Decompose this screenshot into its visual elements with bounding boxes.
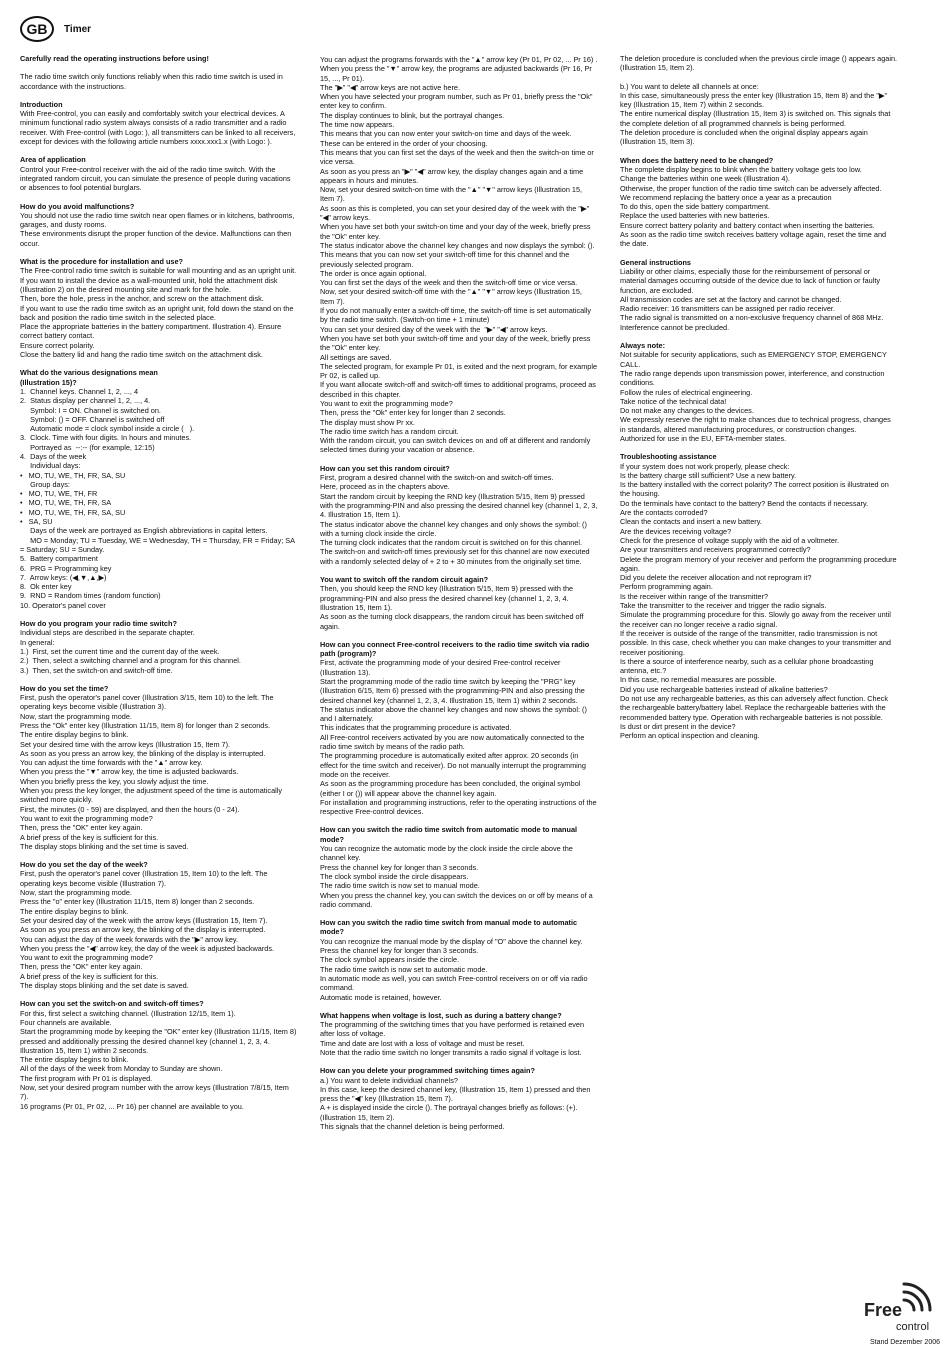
text-section: [20, 368, 298, 610]
section-body: Then, you should keep the RND key (Illustration 5/15, Item 9) pressed with the programming-PIN and also press the desired channel key (channel 1, 2, 3, 4. Illustration 15, Item 1). As soon as the turning clock disappears, the random circuit has been switched off again.: [320, 584, 584, 631]
section-body: Control your Free-control receiver with the aid of the radio time switch. With the integrated random circuit, you can simulate the presence of people during vacations or absences to fool potential burglars.: [20, 164, 293, 193]
section-heading: How can you switch the radio time switch from automatic mode to manual mode?: [320, 825, 580, 844]
section-heading: How do you set the time?: [20, 683, 109, 693]
text-section: [20, 54, 298, 63]
column-3: [620, 54, 898, 854]
section-body: You should not use the radio time switch near open flames or in kitchens, bathrooms, garages, and dusty rooms. These environments disrupt the proper function of the device. Malfunctions can then occur.: [20, 210, 295, 248]
section-heading: You want to switch off the random circuit again?: [320, 575, 489, 585]
text-section: [20, 619, 298, 675]
section-body: First, program a desired channel with the switch-on and switch-off times. Here, proceed as in the chapters above. Start the random circuit by keeping the RND key (Illustration 5/15, Item 9) pressed with the programming-PIN and also pressing the desired channel key (channel 1, 2, 3, 4. Illustration 15, Item 1). The status indicator above the channel key changes and only shows the symbol: () with a turning clock inside the circle. The turning clock indicates that the random circuit is switched on for this channel. The switch-on and switch-off times previously set for this channel are now executed with a randomly selected delay of + 2 to + 30 minutes from the originally set time.: [320, 473, 598, 566]
section-body: Liability or other claims, especially those for the reimbursement of personal or material damages occurring outside of the device due to lack of function or faulty function, are excluded. All transmission codes are set at the factory and cannot be changed. Radio receiver: 16 transmitters can be assigned per radio receiver. The radio signal is transmitted on a non-exclusive frequency channel of 868 MHz. Interference cannot be precluded.: [620, 266, 884, 332]
section-body: For this, first select a switching channel. (Illustration 12/15, Item 1). Four channels are available. Start the programming mode by keeping the "OK" enter key (Illustration 11/15, Item 8) pressed and additionally pressing the desired channel key (channel 1, 2, 3, 4. Illustration 15, Item 1) within 2 seconds. The entire display begins to blink. All of the days of the week from Monday to Sunday are shown. The first program with Pr 01 is displayed. Now, set your desired program number with the arrow keys (Illustration 7/8/15, Item 7). 16 programs (Pr 01, Pr 02, ... Pr 16) per channel are available to you.: [20, 1008, 297, 1111]
logo-word-free: Free: [864, 1300, 903, 1320]
text-section: [620, 54, 898, 73]
section-body: The programming of the switching times that you have performed is retained even after loss of voltage. Time and date are lost with a loss of voltage and must be reset. Note that the radio time switch no longer transmits a radio signal if voltage is lost.: [320, 1020, 585, 1057]
section-body: 1. Channel keys. Channel 1, 2, ..., 4 2. Status display per channel 1, 2, ..., 4. Symbol: I = ON. Channel is switched on. Symbol: () = OFF. Channel is switched off Automatic mode = clock symbol inside a circle ( ). 3. Clock. Time with four digits. In hours and minutes. Portrayed as --:-- (for example, 12:15) 4. Days of the week Individual days: • MO, TU, WE, TH, FR, SA, SU Group days: • MO, TU, WE, TH, FR • MO, TU, WE, TH, FR, SA • MO, TU, WE, TH, FR, SA, SU • SA, SU Days of the week are portrayed as English abbreviations in capital letters. MO = Monday; TU = Tuesday, WE = Wednesday, TH = Thursday, FR = Friday; SA = Saturday; SU = Sunday. 5. Battery compartment 6. PRG = Programming key 7. Arrow keys: (◀,▼,▲,▶) 8. Ok enter key 9. RND = Random times (random function) 10. Operator's panel cover: [20, 386, 295, 610]
section-heading: What happens when voltage is lost, such as during a battery change?: [320, 1010, 562, 1020]
text-section: [20, 202, 298, 248]
section-heading: Carefully read the operating instructions before using!: [20, 54, 209, 63]
column-1: [20, 54, 298, 1324]
section-heading: How can you set the switch-on and switch-off times?: [20, 999, 204, 1009]
text-section: [20, 72, 298, 91]
section-body: b.) You want to delete all channels at once: In this case, simultaneously press the enter key (Illustration 15, Item 8) and the "▶" key (Illustration 15, Item 7) within 2 seconds. The entire numerical display (Illustration 15, Item 3) is switched on. This signals that the complete deletion of all programmed channels is being performed. The deletion procedure is concluded when the original display appears again (Illustration 15, Item 3).: [620, 81, 891, 147]
section-heading: How do you set the day of the week?: [20, 860, 148, 870]
section-body: Not suitable for security applications, such as EMERGENCY STOP, EMERGENCY CALL. The radio range depends upon transmission power, interference, and construction conditions. Follow the rules of electrical engineering. Take notice of the technical data! Do not make any changes to the devices. We expressly reserve the right to make chances due to technical progress, changes in standards, altered manufacturing procedures, or construction changes. Authorized for use in the EU, EFTA-member states.: [620, 350, 891, 443]
section-body: You can adjust the programs forwards with the "▲" arrow key (Pr 01, Pr 02, ... Pr 16) . When you press the "▼" arrow key, the programs are adjusted backwards (Pr 16, Pr 15, ..., Pr 01). The "▶" "◀" arrow keys are not active here. When you have selected your program number, such as Pr 01, briefly press the "Ok" enter key to confirm. The display continues to blink, but the portrayal changes. The time now appears. This means that you can now enter your switch-on time and days of the week. These can be entered in the order of your choosing. This means that you can first set the days of the week and then the switch-on time or vice versa. As soon as you press an "▶" "◀" arrow key, the display changes again and a time appears in hours and minutes. Now, set your desired switch-on time with the "▲" "▼" arrow keys (Illustration 15, Item 7). As soon as this is completed, you can set your desired day of the week with the "▶" "◀" arrow keys. When you have set both your switch-on time and your day of the week, briefly press the "Ok" enter key. The status indicator above the channel key changes and now displays the symbol: (). This means that you can now set your switch-off time for this channel and the previously selected program. The order is once again optional. You can first set the days of the week and then the switch-off time or vice versa. Now, set your desired switch-off time with the "▲" "▼" arrow keys (Illustration 15, Item 7). If you do not manually enter a switch-off time, the switch-off time is set automatically by the radio time switch. (Switch-on time + 1 minute) You can set your desired day of the week with the "▶" "◀" arrow keys. When you have set both your switch-off time and your day of the week, briefly press the "Ok" enter key. All settings are saved. The selected program, for example Pr 01, is exited and the next program, for example Pr 02, is called up. If you want allocate switch-off and switch-off times to additional programs, proceed as described in this chapter. You want to exit the programming mode? Then, press the "Ok" enter key for longer than 2 seconds. The display must show Pr xx. The radio time switch has a random circuit. With the random circuit, you can switch devices on and off at different and randomly selected times during your vacation or absence.: [320, 55, 598, 455]
section-body: The deletion procedure is concluded when the previous circle image () appears again. (Illustration 15, Item 2).: [620, 54, 900, 73]
section-heading: Introduction: [20, 99, 63, 109]
section-heading: How do you avoid malfunctions?: [20, 201, 135, 211]
section-heading: Always note:: [620, 341, 666, 351]
page-title: Timer: [64, 23, 92, 35]
section-body: First, push the operator's panel cover (Illustration 15, Item 10) to the left. The operating keys become visible (Illustration 7). Now, start the programming mode. Press the "o" enter key (Illustration 11/15, Item 8) longer than 2 seconds. The entire display begins to blink. Set your desired day of the week with the arrow keys (Illustration 15, Item 7). As soon as you press an arrow key, the blinking of the display is interrupted. You can adjust the day of the week forwards with the "▶" arrow key. When you press the "◀" arrow key, the day of the week is adjusted backwards. You want to exit the programming mode? Then, press the "OK" enter key again. A brief press of the key is sufficient for this. The display stops blinking and the set date is saved.: [20, 869, 275, 991]
section-heading: How can you switch the radio time switch from manual mode to automatic mode?: [320, 918, 580, 937]
logo-word-control: control: [896, 1321, 930, 1333]
section-heading: Area of application: [20, 155, 86, 165]
section-heading: What is the procedure for installation and use?: [20, 257, 183, 267]
section-heading: How can you connect Free-control receivers to the radio time switch via radio path (program)?: [320, 639, 592, 659]
section-body: You can recognize the manual mode by the display of "O" above the channel key. Press the channel key for longer than 3 seconds. The clock symbol appears inside the circle. The radio time switch is now set to automatic mode. In automatic mode as well, you can switch Free-control receivers on or off via radio command. Automatic mode is retained, however.: [320, 936, 588, 1002]
section-body: The radio time switch only functions reliably when this radio time switch is used in accordance with the instructions.: [20, 72, 285, 91]
text-section: [620, 82, 898, 147]
column-2: [320, 55, 598, 1325]
free-control-logo: [860, 1280, 940, 1336]
section-body: With Free-control, you can easily and comfortably switch your electrical devices. A minimum functional radio system always consists of a radio transmitter and a radio receiver. With Free-control (with Logo: ), all transmitters can be linked to all receivers, except for devices with the following article numbers xxxx.xxx1.x (with Logo: ).: [20, 109, 298, 147]
text-section: [320, 1066, 598, 1131]
section-body: First, push the operator's panel cover (Illustration 3/15, Item 10) to the left. The operating keys become visible (Illustration 3). Now, start the programming mode. Press the "Ok" enter key (Illustration 11/15, Item 8) for longer than 2 seconds. The entire display begins to blink. Set your desired time with the arrow keys (Illustration 15, Item 7). As soon as you press an arrow key, the blinking of the display is interrupted. You can adjust the time forwards with the "▲" arrow key. When you press the "▼" arrow key, the time is adjusted backwards. When you briefly press the key, you slowly adjust the time. When you press the key longer, the adjustment speed of the time is automatically switched more quickly. First, the minutes (0 - 59) are displayed, and then the hours (0 - 24). You want to exit the programming mode? Then, press the "OK" enter key again. A brief press of the key is sufficient for this. The display stops blinking and the set time is saved.: [20, 693, 283, 851]
language-badge: GB: [20, 16, 54, 42]
header: [20, 14, 91, 44]
text-section: [320, 825, 598, 909]
section-heading: How can you delete your programmed switching times again?: [320, 1066, 535, 1076]
text-section: [320, 575, 598, 631]
text-section: [320, 55, 598, 455]
text-section: [20, 155, 298, 192]
text-section: [620, 341, 898, 443]
section-body: a.) You want to delete individual channels? In this case, keep the desired channel key, (Illustration 15, Item 1) pressed and then press the "◀" key (Illustration 15, Item 7). A + is displayed inside the circle (). The portrayal changes briefly as follows: (+). (Illustration 15, Item 2). This signals that the channel deletion is being performed.: [320, 1075, 591, 1132]
text-section: [20, 684, 298, 851]
section-body: The Free-control radio time switch is suitable for wall mounting and as an upright unit. If you want to install the device as a wall-mounted unit, hold the attachment disk (Illustration 2) on the desired mounting site and mark for the hole. Then, bore the hole, press in the anchor, and screw on the attachment disk. If you want to use the radio time switch as an upright unit, fold down the stand on the back and position the radio time switch in the selected place. Place the appropriate batteries in the battery compartment. Illustration 4). Ensure correct battery contact. Ensure correct polarity. Close the battery lid and hang the radio time switch on the attachment disk.: [20, 266, 297, 360]
section-body: First, activate the programming mode of your desired Free-control receiver (Illustration 13). Start the programming mode of the radio time switch by keeping the "PRG" key (Illustration 6/15, Item 6) pressed with the programming-PIN and also pressing the desired channel key (channel 1, 2, 3, 4. Illustration 15, Item 1) within 2 seconds. The status indicator above the channel key changes and now shows the symbol: () and I alternately. This indicates that the programming procedure is activated. All Free-control receivers activated by you are now automatically connected to the radio time switch by means of the radio path. The programming procedure is automatically exited after approx. 20 seconds (in effect for the time switch and receiver). Do not manually interrupt the programming mode on the receiver. As soon as the programming procedure has been concluded, the original symbol (either I or ()) will appear above the channel key again. For installation and programming instructions, refer to the operating instructions of the respective Free-control devices.: [320, 658, 597, 817]
text-section: [320, 640, 598, 817]
section-heading: How can you set this random circuit?: [320, 463, 450, 473]
section-body: Individual steps are described in the separate chapter. In general: 1.) First, set the current time and the current day of the week. 2.) Then, select a switching channel and a program for this channel. 3.) Then, set the switch-on and switch-off time.: [20, 628, 241, 675]
text-section: [320, 1011, 598, 1057]
text-section: [320, 918, 598, 1002]
footer-date: Stand Dezember 2006: [869, 1339, 940, 1346]
text-section: [20, 860, 298, 990]
text-section: [320, 464, 598, 566]
text-section: [620, 258, 898, 332]
text-section: [620, 452, 898, 740]
section-heading: What do the various designations mean (Illustration 15)?: [20, 368, 158, 387]
section-heading: When does the battery need to be changed?: [620, 155, 774, 165]
text-section: [20, 999, 298, 1111]
section-body: If your system does not work properly, please check: Is the battery charge still sufficient? Use a new battery. Is the battery installed with the correct polarity? The correct position is illustrated on the housing. Do the terminals have contact to the battery? Bend the contacts if necessary. Are the contacts corroded? Clean the contacts and insert a new battery. Are the devices receiving voltage? Check for the presence of voltage supply with the aid of a voltmeter. Are your transmitters and receivers programmed correctly? Delete the program memory of your receiver and perform the programming procedure again. Did you delete the receiver allocation and not reprogram it? Perform programming again. Is the receiver within range of the transmitter? Take the transmitter to the receiver and trigger the radio signals. Simulate the programming procedure for this. Slowly go away from the receiver until the receiver can no longer receive a radio signal. If the receiver is outside of the range of the transmitter, radio transmission is not possible. In this case, check whether you can make changes to your transmitter and receiver positioning. Is there a source of interference nearby, such as a cellular phone broadcasting antenna, etc.? In this case, no remedial measures are possible. Did you use rechargeable batteries instead of alkaline batteries? Do not use any rechargeable batteries, as this can adversely affect function. Check the rechargeable battery/battery label. Replace the rechargeable batteries with the recommended battery type. Operation with rechargeable batteries is not possible. Is dust or dirt present in the device? Perform an optical inspection and cleaning.: [620, 461, 897, 741]
section-heading: General instructions: [620, 257, 691, 267]
section-heading: Troubleshooting assistance: [620, 452, 717, 462]
text-section: [20, 100, 298, 146]
text-section: [620, 156, 898, 249]
section-body: The complete display begins to blink when the battery voltage gets too low. Change the batteries within one week (Illustration 4). Otherwise, the proper function of the radio time switch can be adversely affected. We recommend replacing the battery once a year as a precaution To do this, open the side battery compartment. Replace the used batteries with new batteries. Ensure correct battery polarity and battery contact when inserting the batteries. As soon as the radio time switch receives battery voltage again, reset the time and the date.: [620, 164, 887, 249]
section-body: You can recognize the automatic mode by the clock inside the circle above the channel key. Press the channel key for longer than 3 seconds. The clock symbol inside the circle disappears. The radio time switch is now set to manual mode. When you press the channel key, you can switch the devices on or off by means of a radio command.: [320, 844, 593, 909]
section-heading: How do you program your radio time switch?: [20, 619, 177, 629]
text-section: [20, 257, 298, 359]
